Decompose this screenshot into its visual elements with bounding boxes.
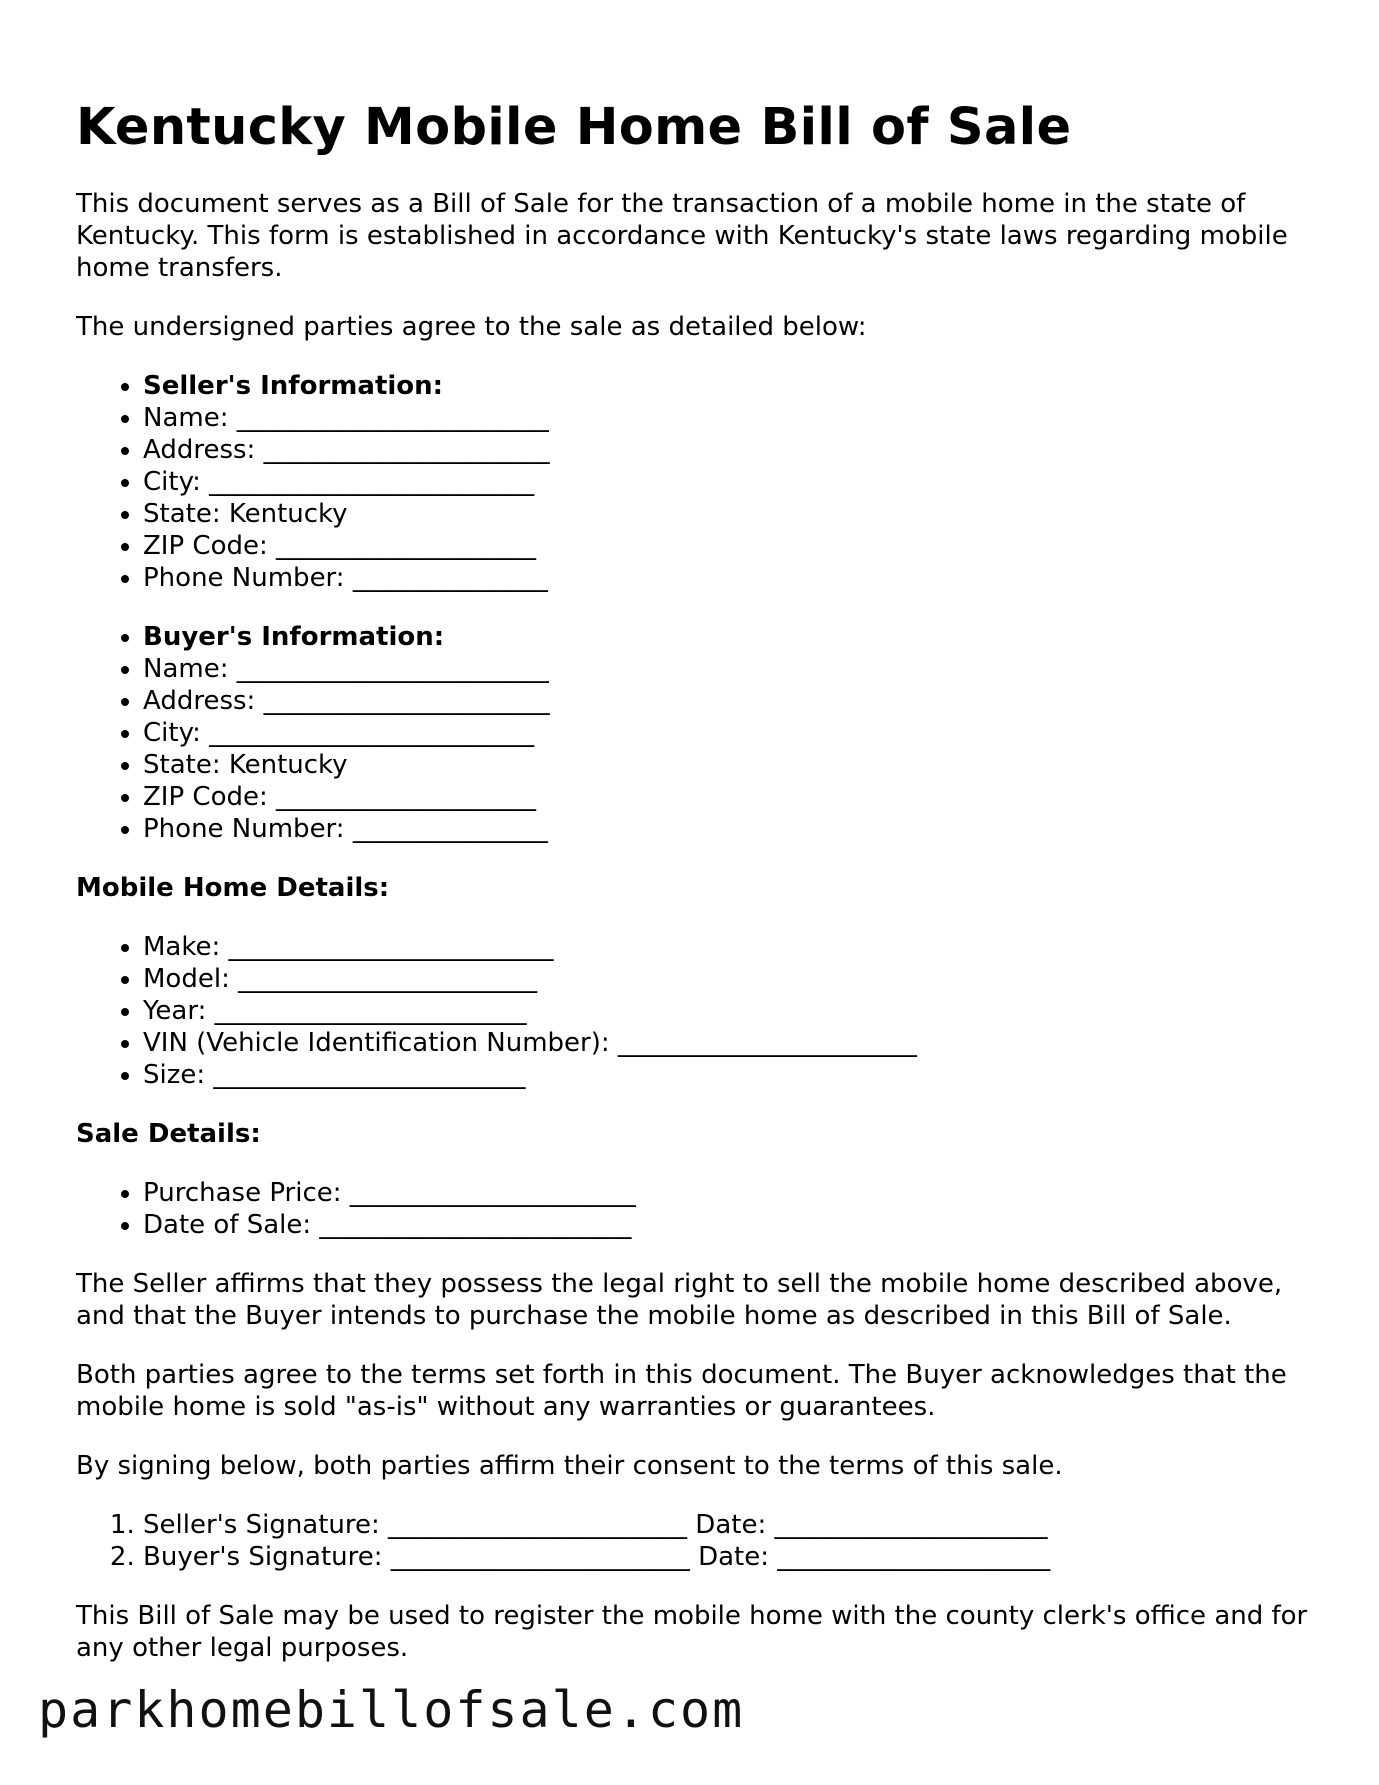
closing-paragraph: This Bill of Sale may be used to register the mobile home with the county clerk's office and for any other legal purposes. xyxy=(76,1601,1308,1663)
buyer-zip-field: • ZIP Code: ____________________ xyxy=(143,781,1316,813)
document-page xyxy=(76,94,1316,1691)
sale-details-heading: Sale Details: xyxy=(76,1119,261,1149)
buyer-city-field: • City: _________________________ xyxy=(143,717,1316,749)
date-of-sale-field: • Date of Sale: ________________________ xyxy=(143,1209,1316,1241)
agreement-paragraph: The undersigned parties agree to the sale as detailed below: xyxy=(76,312,867,342)
buyer-info-list xyxy=(76,621,1316,845)
terms-paragraph: Both parties agree to the terms set forth in this document. The Buyer acknowledges that the mobile home is sold "as-is" without any warranties or guarantees. xyxy=(76,1360,1287,1422)
mobile-home-details-list xyxy=(76,931,1316,1091)
home-vin-field: • VIN (Vehicle Identification Number): _______________________ xyxy=(143,1027,1316,1059)
signature-list xyxy=(76,1509,1316,1573)
sale-details-list xyxy=(76,1177,1316,1241)
seller-city-field: • City: _________________________ xyxy=(143,466,1316,498)
buyer-address-field: • Address: ______________________ xyxy=(143,685,1316,717)
seller-phone-field: • Phone Number: _______________ xyxy=(143,562,1316,594)
mobile-home-details-heading: Mobile Home Details: xyxy=(76,873,390,903)
home-model-field: • Model: _______________________ xyxy=(143,963,1316,995)
seller-address-field: • Address: ______________________ xyxy=(143,434,1316,466)
home-size-field: • Size: ________________________ xyxy=(143,1059,1316,1091)
purchase-price-field: • Purchase Price: ______________________ xyxy=(143,1177,1316,1209)
buyer-signature-line: 2. Buyer's Signature: _______________________ Date: _____________________ xyxy=(143,1541,1316,1573)
seller-signature-line: 1. Seller's Signature: _______________________ Date: _____________________ xyxy=(143,1509,1316,1541)
document-title: Kentucky Mobile Home Bill of Sale xyxy=(76,98,1072,157)
affirmation-paragraph: The Seller affirms that they possess the legal right to sell the mobile home described above, and that the Buyer intends to purchase the mobile home as described in this Bill of Sale. xyxy=(76,1269,1283,1331)
seller-info-heading: • Seller's Information: xyxy=(143,370,1316,402)
seller-name-field: • Name: ________________________ xyxy=(143,402,1316,434)
home-year-field: • Year: ________________________ xyxy=(143,995,1316,1027)
home-make-field: • Make: _________________________ xyxy=(143,931,1316,963)
seller-info-list xyxy=(76,370,1316,594)
buyer-info-heading: • Buyer's Information: xyxy=(143,621,1316,653)
intro-paragraph: This document serves as a Bill of Sale for the transaction of a mobile home in the state of Kentucky. This form is established in accordance with Kentucky's state laws regarding mobile home transfers. xyxy=(76,189,1288,283)
consent-paragraph: By signing below, both parties affirm their consent to the terms of this sale. xyxy=(76,1451,1063,1481)
buyer-phone-field: • Phone Number: _______________ xyxy=(143,813,1316,845)
buyer-state-field: • State: Kentucky xyxy=(143,749,1316,781)
seller-zip-field: • ZIP Code: ____________________ xyxy=(143,530,1316,562)
buyer-name-field: • Name: ________________________ xyxy=(143,653,1316,685)
seller-state-field: • State: Kentucky xyxy=(143,498,1316,530)
site-watermark: parkhomebillofsale.com xyxy=(38,1681,745,1739)
